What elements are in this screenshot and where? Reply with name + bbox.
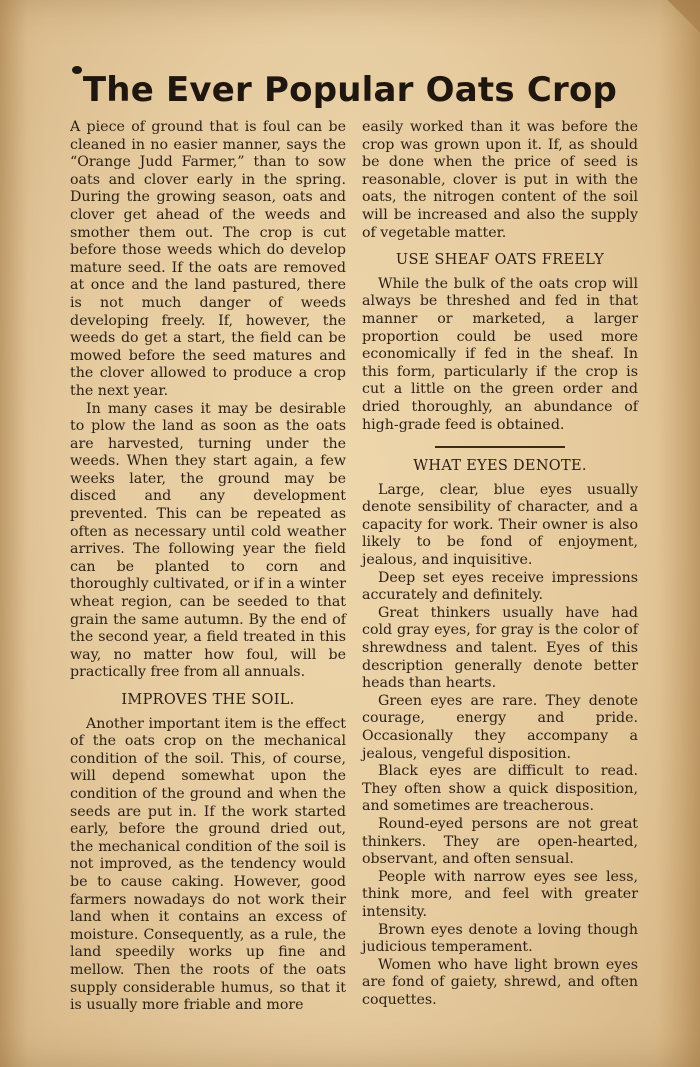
left-column [70, 119, 346, 1015]
paragraph: People with narrow eyes see less, think more, and feel with greater intensity. [362, 868, 638, 920]
article-title: The Ever Popular Oats Crop [82, 70, 618, 110]
divider-rule [435, 446, 565, 448]
paragraph: In many cases it may be desirable to plow the land as soon as the oats are harvested, turning under the weeds. When they start again, a few weeks later, the ground may be disced and any development prevented. This can be repeated as often as necessary until cold weather arrives. The following year the field can be planted to corn and thoroughly cultivated, or if in a winter wheat region, can be seeded to that grain the same autumn. By the end of the second year, a field treated in this way, no matter how foul, will be practically free from all annuals. [70, 400, 346, 681]
paragraph: Great thinkers usually have had cold gray eyes, for gray is the color of shrewdness and talent. Eyes of this description generally denote better heads than hearts. [362, 604, 638, 692]
right-column [362, 119, 638, 1010]
paragraph: Women who have light brown eyes are fond of gaiety, shrewd, and often coquettes. [362, 956, 638, 1008]
paragraph: easily worked than it was before the crop was grown upon it. If, as should be done when the price of seed is reasonable, clover is put in with the oats, the nitrogen content of the soil will be increased and also the supply of vegetable matter. [362, 119, 638, 241]
paragraph: Deep set eyes receive impressions accurately and definitely. [362, 569, 638, 604]
section-heading: WHAT EYES DENOTE. [413, 458, 587, 475]
paragraph: Round-eyed persons are not great thinkers. They are open-hearted, observant, and often sensual. [362, 815, 638, 868]
paragraph: Brown eyes denote a loving though judicious temperament. [362, 921, 638, 956]
paragraph: Black eyes are difficult to read. They often show a quick disposition, and sometimes are treacherous. [362, 763, 638, 815]
paragraph: While the bulk of the oats crop will always be threshed and fed in that manner or marketed, a larger proportion could be used more economically if fed in the sheaf. In this form, particularly if the crop is cut a little on the green order and dried thoroughly, an abundance of high-grade feed is obtained. [362, 275, 638, 433]
section-heading: USE SHEAF OATS FREELY [395, 252, 605, 269]
paragraph: Another important item is the effect of the oats crop on the mechanical condition of the soil. This, of course, will depend somewhat upon the condition of the ground and when the seeds are put in. If the work started early, before the ground dried out, the mechanical condition of the soil is not improved, as the tendency would be to cause caking. However, good farmers nowadays do not work their land when it contains an excess of moisture. Consequently, as a rule, the land speedily works up fine and mellow. Then the roots of the oats supply considerable humus, so that it is usually more friable and more [70, 715, 346, 1014]
page-corner [660, 0, 700, 40]
section-heading: IMPROVES THE SOIL. [121, 692, 295, 708]
paragraph: Large, clear, blue eyes usually denote sensibility of character, and a capacity for work. Their owner is also likely to be fond of enjoyment, jealous, and inquisitive. [362, 481, 638, 569]
paragraph: A piece of ground that is foul can be cleaned in no easier manner, says the “Orange Judd Farmer,” than to sow oats and clover early in the spring. During the growing season, oats and clover get ahead of the weeds and smother them out. The crop is cut before those weeds which do develop mature seed. If the oats are removed at once and the land pastured, there is not much danger of weeds developing freely. If, however, the weeds do get a start, the field can be mowed before the seed matures and the clover allowed to produce a crop the next year. [70, 119, 346, 399]
paragraph: Green eyes are rare. They denote courage, energy and pride. Occasionally they accompany a jealous, vengeful disposition. [362, 692, 638, 762]
